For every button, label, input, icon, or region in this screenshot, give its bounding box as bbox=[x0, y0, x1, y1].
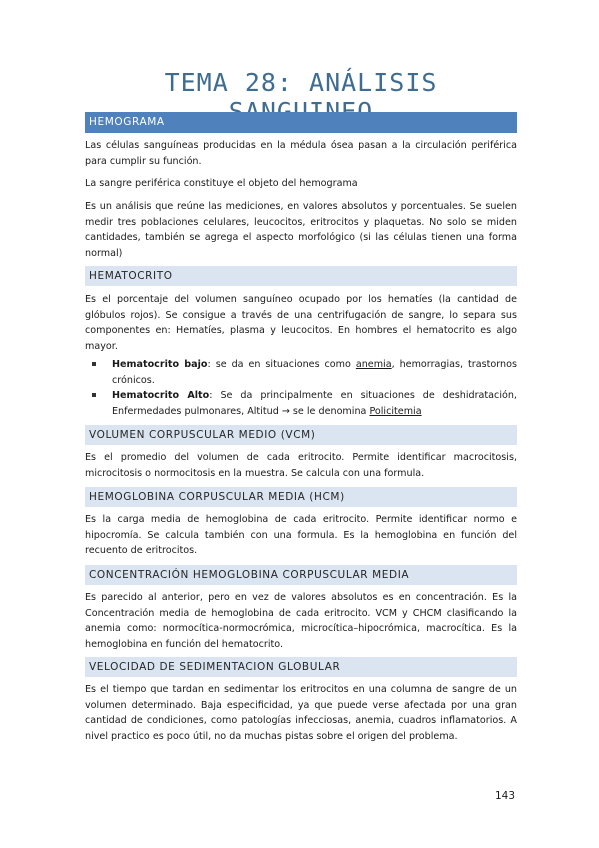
section-heading-chcm: CONCENTRACIÓN HEMOGLOBINA CORPUSCULAR MEDIA bbox=[85, 565, 517, 585]
section-heading-hcm: HEMOGLOBINA CORPUSCULAR MEDIA (HCM) bbox=[85, 487, 517, 507]
paragraph: Es un análisis que reúne las mediciones, en valores absolutos y porcentuales. Se suelen medir tres poblaciones celulares, leucocitos, eritrocitos y plaquetas. No solo se miden cantidades, también se agrega el aspecto morfológico (si las células tienen una forma normal) bbox=[85, 201, 517, 259]
paragraph: Las células sanguíneas producidas en la médula ósea pasan a la circulación periférica para cumplir su función. bbox=[85, 140, 517, 167]
paragraph: Es parecido al anterior, pero en vez de valores absolutos es en concentración. Es la Concentración media de hemoglobina de cada eritrocito. VCM y CHCM clasificando la anemia como: normocítica-normocrómica, microcítica–hipocrómica, macrocítica. Es la hemoglobina en función del hematocrito. bbox=[85, 592, 517, 650]
anemia-link[interactable]: anemia bbox=[355, 359, 392, 370]
section-heading-vcm: VOLUMEN CORPUSCULAR MEDIO (VCM) bbox=[85, 425, 517, 445]
bullet-text: , hemorragias, trastornos crónicos. bbox=[112, 359, 517, 386]
section-heading-hematocrito: HEMATOCRITO bbox=[85, 266, 517, 286]
bullet-text: Se da principalmente en situaciones de deshidratación, Enfermedades pulmonares, Altitud → se le denomina bbox=[112, 390, 517, 417]
paragraph: La sangre periférica constituye el objeto del hemograma bbox=[85, 178, 358, 189]
bullet-icon bbox=[92, 362, 96, 366]
paragraph: Es la carga media de hemoglobina de cada eritrocito. Permite identificar normo e hipocromía. Se calcula también con una formula. Es la hemoglobina en función del recuento de eritrocitos. bbox=[85, 514, 517, 556]
page-title: TEMA 28: ANÁLISIS bbox=[164, 68, 438, 97]
bullet-separator: : bbox=[209, 390, 221, 401]
list-item bbox=[85, 388, 517, 419]
list-item bbox=[85, 357, 517, 388]
section-heading-vsg: VELOCIDAD DE SEDIMENTACION GLOBULAR bbox=[85, 657, 517, 677]
bullet-label: Hematocrito bajo bbox=[112, 359, 208, 370]
section-heading-hemograma: HEMOGRAMA bbox=[85, 112, 517, 133]
page-number: 143 bbox=[495, 790, 516, 802]
paragraph: Es el promedio del volumen de cada eritrocito. Permite identificar macrocitosis, microcitosis o normocitosis en la muestra. Se calcula con una formula. bbox=[85, 452, 517, 479]
paragraph: Es el tiempo que tardan en sedimentar los eritrocitos en una columna de sangre de un volumen determinado. Baja especificidad, ya que puede verse afectada por una gran cantidad de condiciones, como patologías infecciosas, anemia, cuadros inflamatorios. A nivel practico es poco útil, no da muchas pistas sobre el origen del problema. bbox=[85, 684, 517, 742]
paragraph: Es el porcentaje del volumen sanguíneo ocupado por los hematíes (la cantidad de glóbulos rojos). Se consigue a través de una centrifugación de sangre, lo separa sus componentes en: Hematíes, plasma y leucocitos. En hombres el hematocrito es algo mayor. bbox=[85, 294, 517, 352]
bullet-separator: : bbox=[207, 359, 216, 370]
bullet-text: se da en situaciones como bbox=[215, 359, 356, 370]
bullet-icon bbox=[92, 393, 96, 397]
bullet-label: Hematocrito Alto bbox=[112, 390, 210, 401]
policitemia-link[interactable]: Policitemia bbox=[369, 405, 422, 417]
bullet-list bbox=[85, 357, 517, 419]
